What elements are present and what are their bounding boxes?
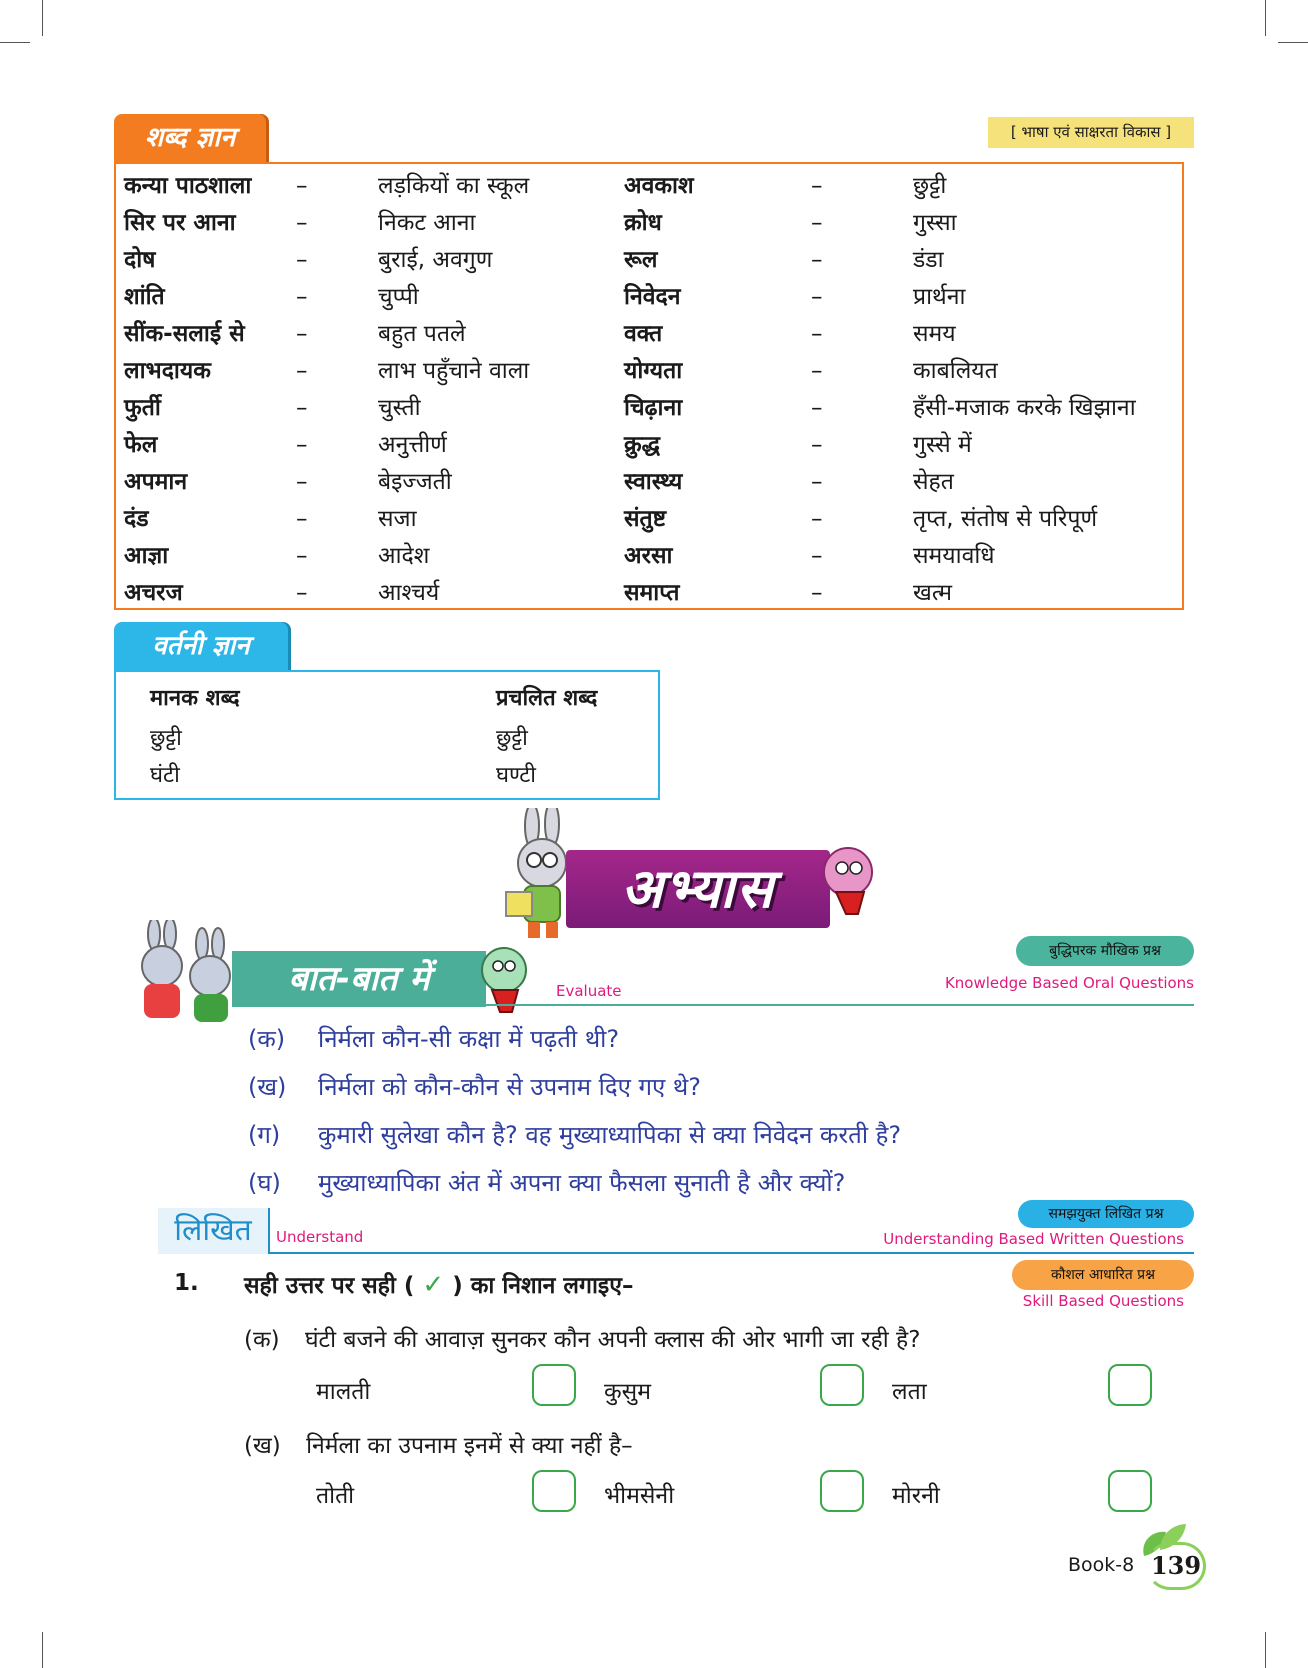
vocab-meaning: चुप्पी [378,284,419,310]
vocab-word: कन्या पाठशाला [124,173,252,199]
vocab-dash: – [296,210,308,236]
vocab-word: संतुष्ट [624,506,667,532]
rabbits-illustration [114,920,244,1032]
vocab-word: अचरज [124,580,183,606]
vocab-word: शांति [124,284,165,310]
vocab-word: फुर्ती [124,395,161,421]
vocab-word: रूल [624,247,658,273]
option-label: भीमसेनी [604,1483,675,1509]
oral-questions-en: Knowledge Based Oral Questions [944,974,1194,992]
vocab-dash: – [296,247,308,273]
vocab-dash: – [811,247,823,273]
oral-questions-pill: बुद्धिपरक मौखिक प्रश्न [1016,936,1194,966]
vocab-dash: – [296,580,308,606]
vocab-word: चिढ़ाना [624,395,683,421]
option-label: मालती [316,1379,371,1405]
vocab-row [116,538,1182,575]
question-text: कुमारी सुलेखा कौन है? वह मुख्याध्यापिका से क्या निवेदन करती है? [318,1121,902,1149]
vocab-meaning: लाभ पहुँचाने वाला [378,358,530,384]
crop-mark [1265,1632,1266,1668]
vocab-dash: – [811,210,823,236]
language-tag: [ भाषा एवं साक्षरता विकास ] [988,117,1194,148]
crop-mark [1265,0,1266,36]
vocab-word: अरसा [624,543,673,569]
page-number: 139 [1146,1542,1206,1590]
vocab-meaning: बेइज्जती [378,469,452,495]
vocab-word: निवेदन [624,284,681,310]
vocab-meaning: गुस्सा [913,210,957,236]
written-questions-pill: समझयुक्त लिखित प्रश्न [1018,1200,1194,1228]
vocab-meaning: सजा [378,506,417,532]
shabd-gyan-tab: शब्द ज्ञान [114,114,266,162]
standard-word: छुट्टी [150,726,182,751]
crop-mark [42,1632,43,1668]
option-label: मोरनी [892,1483,940,1509]
sub-question-label: (ख) [244,1433,281,1459]
likhit-underline [268,1252,1194,1254]
abhyas-banner: अभ्यास [566,850,830,928]
vocab-meaning: लड़कियों का स्कूल [378,173,530,199]
option-label: तोती [316,1483,355,1509]
question-heading-b: ) का निशान लगाइए– [452,1273,634,1299]
vocab-word: फेल [124,432,158,458]
vocab-meaning: समय [913,321,956,347]
common-word: घण्टी [496,763,536,788]
vocab-dash: – [296,432,308,458]
sub-question-text: घंटी बजने की आवाज़ सुनकर कौन अपनी क्लास की ओर भागी जा रही है? [304,1327,921,1353]
sub-question-label: (क) [244,1327,280,1353]
vocab-meaning: गुस्से में [913,432,972,458]
vocab-dash: – [296,284,308,310]
vocab-word: सींक-सलाई से [124,321,245,347]
vocab-row [116,575,1182,612]
vocab-row [116,390,1182,427]
vocab-dash: – [811,284,823,310]
understand-label: Understand [276,1228,364,1246]
vocab-meaning: आश्चर्य [378,580,440,606]
standard-word-header: मानक शब्द [150,686,240,711]
vocab-word: सिर पर आना [124,210,236,236]
vocab-dash: – [296,506,308,532]
section-divider [236,1004,1194,1006]
vocab-row [116,279,1182,316]
baat-baat-tab: बात-बात में [232,951,486,1007]
vocab-word: क्रुद्ध [624,432,661,458]
sub-question [244,1322,920,1354]
skill-questions-en: Skill Based Questions [1022,1292,1184,1310]
option-label: लता [892,1379,927,1405]
question-label: (ख) [248,1073,287,1101]
answer-checkbox[interactable] [532,1364,576,1406]
vocab-meaning: बहुत पतले [378,321,466,347]
vocab-dash: – [296,543,308,569]
vocab-dash: – [811,506,823,532]
pencil-mascot-icon [814,842,884,922]
question-text: मुख्याध्यापिका अंत में अपना क्या फैसला सुनाती है और क्यों? [318,1169,846,1197]
likhit-tab: लिखित [158,1208,268,1254]
crop-mark [0,42,30,43]
vocab-meaning: बुराई, अवगुण [378,247,493,273]
answer-checkbox[interactable] [1108,1364,1152,1406]
vocab-meaning: प्रार्थना [913,284,966,310]
check-mark-icon: ✓ [422,1270,445,1300]
vocab-dash: – [811,580,823,606]
vocab-meaning: काबलियत [913,358,998,384]
sub-question [244,1428,633,1460]
question-label: (घ) [248,1169,281,1197]
crop-mark [42,0,43,36]
vocab-row [116,464,1182,501]
vocab-dash: – [811,358,823,384]
question-heading-a: सही उत्तर पर सही ( [244,1273,415,1299]
vocab-row [116,316,1182,353]
vocab-word: आज्ञा [124,543,169,569]
question-text: निर्मला को कौन-कौन से उपनाम दिए गए थे? [318,1073,702,1101]
vocab-word: वक्त [624,321,663,347]
vocab-dash: – [296,173,308,199]
vartani-gyan-tab: वर्तनी ज्ञान [114,622,288,670]
common-word: छुट्टी [496,726,528,751]
vocab-word: अवकाश [624,173,694,199]
answer-checkbox[interactable] [532,1470,576,1512]
vocab-dash: – [296,395,308,421]
vocab-word: लाभदायक [124,358,211,384]
vocab-meaning: डंडा [913,247,944,273]
vocab-row [116,353,1182,390]
vocab-word: योग्यता [624,358,683,384]
vocab-meaning: खत्म [913,580,953,606]
vocab-word: समाप्त [624,580,680,606]
answer-checkbox[interactable] [1108,1470,1152,1512]
vocab-dash: – [811,543,823,569]
vocab-word: स्वास्थ्य [624,469,683,495]
vocab-dash: – [811,432,823,458]
vocab-row [116,501,1182,538]
answer-checkbox[interactable] [820,1470,864,1512]
vocab-meaning: सेहत [913,469,954,495]
skill-questions-pill: कौशल आधारित प्रश्न [1012,1260,1194,1290]
evaluate-label: Evaluate [556,982,622,1000]
sub-question-text: निर्मला का उपनाम इनमें से क्या नहीं है– [306,1433,633,1459]
vocab-meaning: चुस्ती [378,395,421,421]
vocab-meaning: तृप्त, संतोष से परिपूर्ण [913,506,1098,532]
crop-mark [1278,42,1308,43]
question-heading [244,1268,633,1300]
vocab-dash: – [811,321,823,347]
common-word-header: प्रचलित शब्द [496,686,598,711]
vocab-meaning: समयावधि [913,543,995,569]
likhit-divider [268,1208,270,1254]
question-label: (क) [248,1025,286,1053]
vocab-dash: – [296,358,308,384]
vocab-word: क्रोध [624,210,662,236]
vocab-word: अपमान [124,469,188,495]
spelling-table [114,670,660,800]
vocab-meaning: निकट आना [378,210,476,236]
standard-word: घंटी [150,763,180,788]
vocab-meaning: हँसी-मजाक करके खिझाना [913,395,1136,421]
answer-checkbox[interactable] [820,1364,864,1406]
question-label: (ग) [248,1121,281,1149]
vocab-word: दोष [124,247,156,273]
vocab-dash: – [296,469,308,495]
written-questions-en: Understanding Based Written Questions [883,1230,1184,1248]
vocab-dash: – [811,395,823,421]
vocab-dash: – [296,321,308,347]
vocab-word: दंड [124,506,149,532]
vocab-meaning: अनुत्तीर्ण [378,432,447,458]
vocab-meaning: छुट्टी [913,173,947,199]
vocab-row [116,427,1182,464]
vocab-row [116,205,1182,242]
question-number: 1. [174,1270,199,1296]
vocab-row [116,168,1182,205]
vocab-meaning: आदेश [378,543,430,569]
book-label: Book-8 [1068,1554,1135,1576]
vocab-row [116,242,1182,279]
question-text: निर्मला कौन-सी कक्षा में पढ़ती थी? [318,1025,620,1053]
option-label: कुसुम [604,1379,651,1405]
vocab-table [114,162,1184,610]
vocab-dash: – [811,173,823,199]
vocab-dash: – [811,469,823,495]
